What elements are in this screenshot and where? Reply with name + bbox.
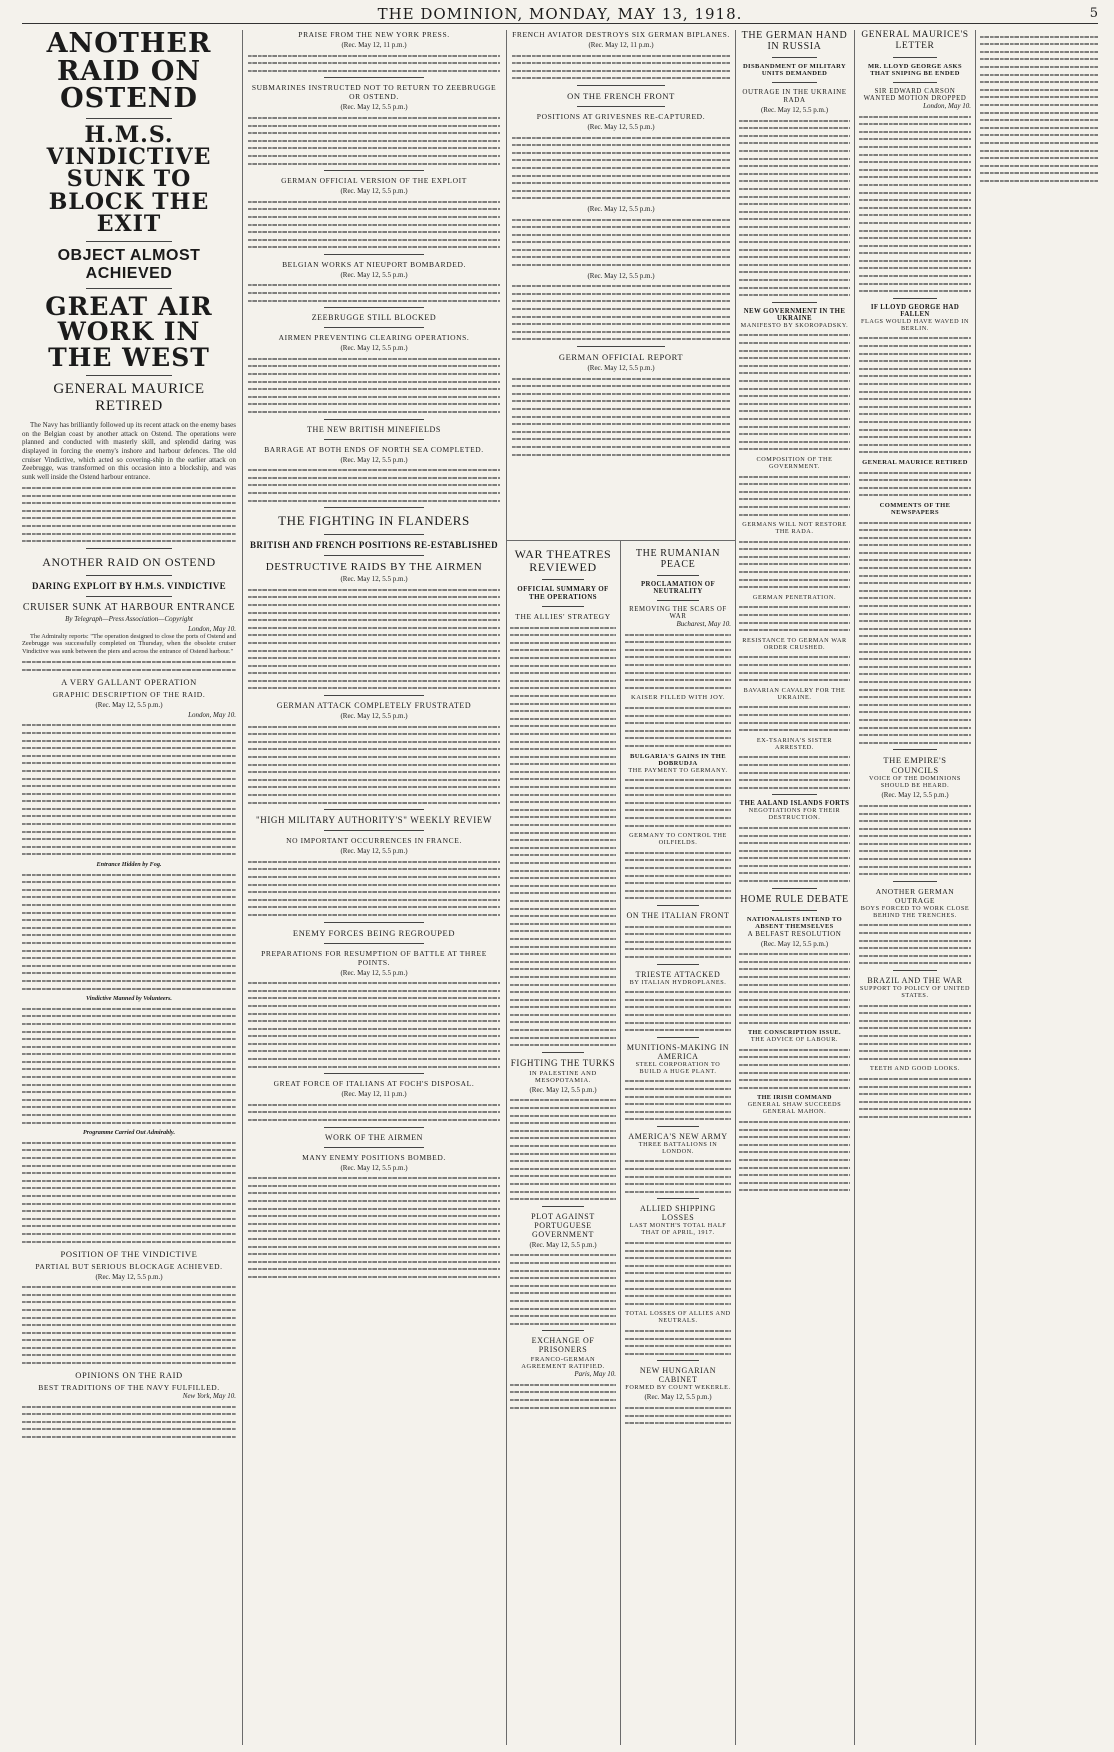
subhead-irish-command: THE IRISH COMMAND [757,1094,832,1102]
subhead-raid-ostend: ANOTHER RAID ON OSTEND [42,554,216,569]
headline-home-rule: HOME RULE DEBATE [740,893,849,905]
subhead-franco-german: FRANCO-GERMAN AGREEMENT RATIFIED. [521,1356,605,1371]
masthead [22,4,1098,24]
subhead-disbandment: DISBANDMENT OF MILITARY UNITS DEMANDED [742,63,847,77]
received-time: (Rec. May 12, 5.5 p.m.) [340,1163,408,1172]
subhead-german-report: GERMAN OFFICIAL REPORT [558,352,684,362]
subhead-ukraine-rada: OUTRAGE IN THE UKRAINE RADA [742,88,847,104]
received-time: (Rec. May 12, 5.5 p.m.) [340,712,408,721]
received-time: (Rec. May 12, 5.5 p.m.) [587,271,655,280]
subhead-opinions: OPINIONS ON THE RAID [75,1370,183,1381]
headline-rumanian-peace: THE RUMANIAN PEACE [635,548,721,570]
headline-empire-councils: THE EMPIRE'S COUNCILS [883,755,947,776]
subhead-weekly-review: "HIGH MILITARY AUTHORITY'S" WEEKLY REVIEW [255,815,493,826]
headline-trieste: TRIESTE ATTACKED [635,969,721,979]
subhead-summary: OFFICIAL SUMMARY OF THE OPERATIONS [517,585,609,601]
subhead-dominions: VOICE OF THE DOMINIONS SHOULD BE HEARD. [869,775,961,790]
dateline: London, May 10. [188,710,236,719]
headline-italian-front: ON THE ITALIAN FRONT [626,911,730,920]
subhead-skoropadsky: MANIFESTO BY SKOROPADSKY. [740,321,849,329]
received-time: (Rec. May 12, 11 p.m.) [341,41,407,49]
column-6 [980,30,1098,187]
headline-hungarian: NEW HUNGARIAN CABINET [639,1366,717,1385]
subhead-strategy: THE ALLIES' STRATEGY [515,612,611,621]
column-rule [620,541,621,1745]
article-paragraph: The Admiralty reports: "The operation designed to close the ports of Ostend and Zeebrugge was successfully completed on Thursday, when the obsolete cruiser Vindictive was sunk between the piers and across the entrance of Ostend harbour." [22,632,236,655]
headline-aaland: THE AALAND ISLANDS FORTS [739,800,850,808]
subhead-destructive-raids: DESTRUCTIVE RAIDS BY THE AIRMEN [265,561,483,574]
subhead-belfast: A BELFAST RESOLUTION [747,929,842,938]
received-time: (Rec. May 12, 5.5 p.m.) [95,700,163,709]
subhead-labour: THE ADVICE OF LABOUR. [750,1036,839,1044]
subhead-french-front: ON THE FRENCH FRONT [567,90,675,101]
dateline: New York, May 10. [182,1392,236,1401]
subhead-cruiser-sunk: CRUISER SUNK AT HARBOUR ENTRANCE [22,601,236,613]
headline-shipping: ALLIED SHIPPING LOSSES [640,1204,716,1223]
subhead-negotiations: NEGOTIATIONS FOR THEIR DESTRUCTION. [748,807,841,822]
subhead-airmen-clearing: AIRMEN PREVENTING CLEARING OPERATIONS. [278,333,470,343]
column-rule [242,30,243,1745]
subhead-submarines: SUBMARINES INSTRUCTED NOT TO RETURN TO ZEEBRUGGE OR OSTEND. [251,83,497,102]
subhead-maurice-retired: GENERAL MAURICE RETIRED [862,458,968,466]
dateline: Paris, May 10. [574,1370,616,1379]
subhead-flags: FLAGS WOULD HAVE WAVED IN BERLIN. [860,317,970,332]
received-time: (Rec. May 12, 5.5 p.m.) [529,1240,597,1249]
lead-paragraph: The Navy has brilliantly followed up its recent attack on the enemy bases on the Belgian coast by another attack on Ostend. The operations were planned and conducted with masterly skill, and splendid daring was displayed in forcing the enemy's inshore and harbour defences. The old cruiser Vindictive, which acted so covering-ship in the earlier attack on Zeebrugge, was transformed on this occasion into a blockship, and was sunk well inside the Ostend harbour entrance. [22,421,236,481]
headline-object: OBJECT ALMOST ACHIEVED [57,246,201,282]
column-rule [975,30,976,1745]
subhead-hydroplanes: BY ITALIAN HYDROPLANES. [629,978,727,986]
headline-turks: FIGHTING THE TURKS [510,1057,616,1068]
subhead-payment: THE PAYMENT TO GERMANY. [628,766,728,774]
received-time: (Rec. May 12, 5.5 p.m.) [587,364,655,372]
received-time: (Rec. May 12, 5.5 p.m.) [340,344,408,353]
column-5 [859,30,971,1124]
received-time: (Rec. May 12, 11 p.m.) [588,41,654,49]
subhead-nationalists: NATIONALISTS INTEND TO ABSENT THEMSELVES [746,915,843,930]
subhead-grivesnes: POSITIONS AT GRIVESNES RE-CAPTURED. [536,111,706,121]
received-time: (Rec. May 12, 5.5 p.m.) [340,270,408,279]
page-number: 5 [1089,6,1098,21]
subhead-penetration: GERMAN PENETRATION. [752,593,837,601]
received-time: (Rec. May 12, 5.5 p.m.) [760,939,829,948]
received-time: (Rec. May 12, 5.5 p.m.) [340,187,408,196]
subhead-barrage: BARRAGE AT BOTH ENDS OF NORTH SEA COMPLETED. [264,444,484,454]
subhead-traditions: BEST TRADITIONS OF THE NAVY FULFILLED. [38,1383,220,1393]
subhead-bulgaria: BULGARIA'S GAINS IN THE DOBRUDJA [630,752,726,767]
headline-outrage: ANOTHER GERMAN OUTRAGE [875,886,955,905]
received-time: (Rec. May 12, 5.5 p.m.) [340,575,408,584]
subhead-resistance: RESISTANCE TO GERMAN WAR ORDER CRUSHED. [742,636,847,651]
section-programme: Programme Carried Out Admirably. [82,1129,175,1137]
subhead-boys: BOYS FORCED TO WORK CLOSE BEHIND THE TRENCHES. [860,904,970,919]
received-time: (Rec. May 12, 5.5 p.m.) [340,455,408,464]
subhead-if-fallen: IF LLOYD GEORGE HAD FALLEN [870,303,960,318]
received-time: (Rec. May 12, 5.5 p.m.) [529,1085,597,1094]
dateline: Bucharest, May 10. [676,620,731,628]
subhead-frustrated: GERMAN ATTACK COMPLETELY FRUSTRATED [276,701,472,711]
subhead-not-restore: GERMANS WILL NOT RESTORE THE RADA. [742,521,847,536]
received-time: (Rec. May 12, 5.5 p.m.) [644,1393,712,1402]
section-entrance-fog: Entrance Hidden by Fog. [96,861,162,869]
subhead-graphic: GRAPHIC DESCRIPTION OF THE RAID. [52,689,206,699]
section-volunteers: Vindictive Manned by Volunteers. [86,995,172,1003]
subhead-german-version: GERMAN OFFICIAL VERSION OF THE EXPLOIT [281,176,467,186]
column-3-top [512,30,730,550]
column-3a [510,548,616,1414]
received-time: (Rec. May 12, 5.5 p.m.) [95,1272,163,1281]
received-time: (Rec. May 12, 5.5 p.m.) [760,106,829,114]
subhead-preparations: PREPARATIONS FOR RESUMPTION OF BATTLE AT THREE POINTS. [261,948,487,967]
subhead-support: SUPPORT TO POLICY OF UNITED STATES. [859,985,971,999]
subhead-blockage: PARTIAL BUT SERIOUS BLOCKAGE ACHIEVED. [35,1261,223,1271]
headline-german-hand: THE GERMAN HAND IN RUSSIA [741,30,848,52]
subhead-composition: COMPOSITION OF THE GOVERNMENT. [756,455,833,470]
headline-air-work: GREAT AIR WORK IN THE WEST [45,291,213,372]
dateline: London, May 10. [923,102,971,110]
received-time: (Rec. May 12, 5.5 p.m.) [587,204,655,213]
subhead-palestine: IN PALESTINE AND MESOPOTAMIA. [529,1069,597,1084]
column-2 [248,30,500,1284]
subhead-position: POSITION OF THE VINDICTIVE [60,1248,198,1259]
subhead-italians: GREAT FORCE OF ITALIANS AT FOCH'S DISPOSAL. [273,1079,475,1089]
subhead-minefields: THE NEW BRITISH MINEFIELDS [307,424,441,434]
column-rule [854,30,855,1745]
headline-america-army: AMERICA'S NEW ARMY [628,1131,728,1141]
subhead-nieuport: BELGIAN WORKS AT NIEUPORT BOMBARDED. [282,259,466,269]
subhead-total-losses: TOTAL LOSSES OF ALLIES AND NEUTRALS. [625,1310,731,1325]
column-rule [506,30,507,1745]
headline-exchange-prisoners: EXCHANGE OF PRISONERS [531,1336,595,1355]
column-4 [739,30,850,1197]
subhead-gallant: A VERY GALLANT OPERATION [61,676,197,687]
headline-war-theatres: WAR THEATRES REVIEWED [514,548,612,574]
subhead-scars: REMOVING THE SCARS OF WAR [629,606,727,620]
subhead-no-occurrences: NO IMPORTANT OCCURRENCES IN FRANCE. [286,836,462,846]
headline-vindictive: H.M.S. VINDICTIVE SUNK TO BLOCK THE EXIT [46,121,212,238]
subhead-new-government: NEW GOVERNMENT IN THE UKRAINE [743,307,846,322]
subhead-wekerle: FORMED BY COUNT WEKERLE. [625,1384,731,1392]
subhead-airmen-work: WORK OF THE AIRMEN [325,1132,423,1142]
subhead-praise: PRAISE FROM THE NEW YORK PRESS. [298,30,450,39]
subhead-neutrality: PROCLAMATION OF NEUTRALITY [640,581,716,595]
subhead-half-april: LAST MONTH'S TOTAL HALF THAT OF APRIL, 1917. [629,1222,727,1237]
subhead-sniping: MR. LLOYD GEORGE ASKS THAT SNIPING BE ENDED [868,63,962,77]
received-time: (Rec. May 12, 11 p.m.) [341,1090,407,1099]
subhead-steel: STEEL CORPORATION TO BUILD A HUGE PLANT. [635,1060,721,1075]
subhead-daring: DARING EXPLOIT BY H.M.S. VINDICTIVE [31,580,227,591]
headline-portuguese-plot: PLOT AGAINST PORTUGUESE GOVERNMENT [531,1211,595,1239]
headline-brazil: BRAZIL AND THE WAR [867,976,963,985]
subhead-teeth: TEETH AND GOOD LOOKS. [870,1065,960,1073]
received-time: (Rec. May 12, 5.5 p.m.) [340,968,408,977]
received-time: (Rec. May 12, 5.5 p.m.) [587,122,655,131]
subhead-oilfields: GERMANY TO CONTROL THE OILFIELDS. [629,832,727,847]
subhead-tsarina: EX-TSARINA'S SISTER ARRESTED. [756,736,833,751]
column-rule [735,30,736,1745]
received-time: (Rec. May 12, 5.5 p.m.) [340,103,408,112]
subhead-french-aviator: FRENCH AVIATOR DESTROYS SIX GERMAN BIPLANES. [512,30,730,39]
headline-flanders: THE FIGHTING IN FLANDERS [278,513,470,529]
column-1 [22,30,236,1444]
headline-raid-ostend: ANOTHER RAID ON OSTEND [46,30,212,115]
headline-munitions: MUNITIONS-MAKING IN AMERICA [626,1042,730,1061]
subhead-conscription: THE CONSCRIPTION ISSUE. [748,1029,841,1037]
subhead-regrouped: ENEMY FORCES BEING REGROUPED [292,927,456,938]
credit-line: By Telegraph—Press Association—Copyright [65,614,193,623]
received-time: (Rec. May 12, 5.5 p.m.) [881,791,949,800]
subhead-battalions: THREE BATTALIONS IN LONDON. [638,1140,718,1155]
subhead-shaw: GENERAL SHAW SUCCEEDS GENERAL MAHON. [747,1101,842,1116]
subhead-comments: COMMENTS OF THE NEWSPAPERS [879,501,951,516]
headline-maurice-letter: GENERAL MAURICE'S LETTER [861,30,969,51]
newspaper-title: THE DOMINION, MONDAY, MAY 13, 1918. [377,4,743,23]
subhead-kaiser: KAISER FILLED WITH JOY. [630,694,726,702]
subhead-zeebrugge-blocked: ZEEBRUGGE STILL BLOCKED [311,313,437,323]
headline-maurice: GENERAL MAURICE RETIRED [53,381,205,415]
subhead-bavarian: BAVARIAN CAVALRY FOR THE UKRAINE. [743,686,846,701]
column-3b [625,548,731,1430]
subhead-bombed: MANY ENEMY POSITIONS BOMBED. [302,1152,446,1162]
dateline: London, May 10. [188,624,236,633]
subhead-re-established: BRITISH AND FRENCH POSITIONS RE-ESTABLISHED [249,540,499,551]
subhead-carson: SIR EDWARD CARSON WANTED MOTION DROPPED [863,88,967,102]
received-time: (Rec. May 12, 5.5 p.m.) [340,847,408,856]
